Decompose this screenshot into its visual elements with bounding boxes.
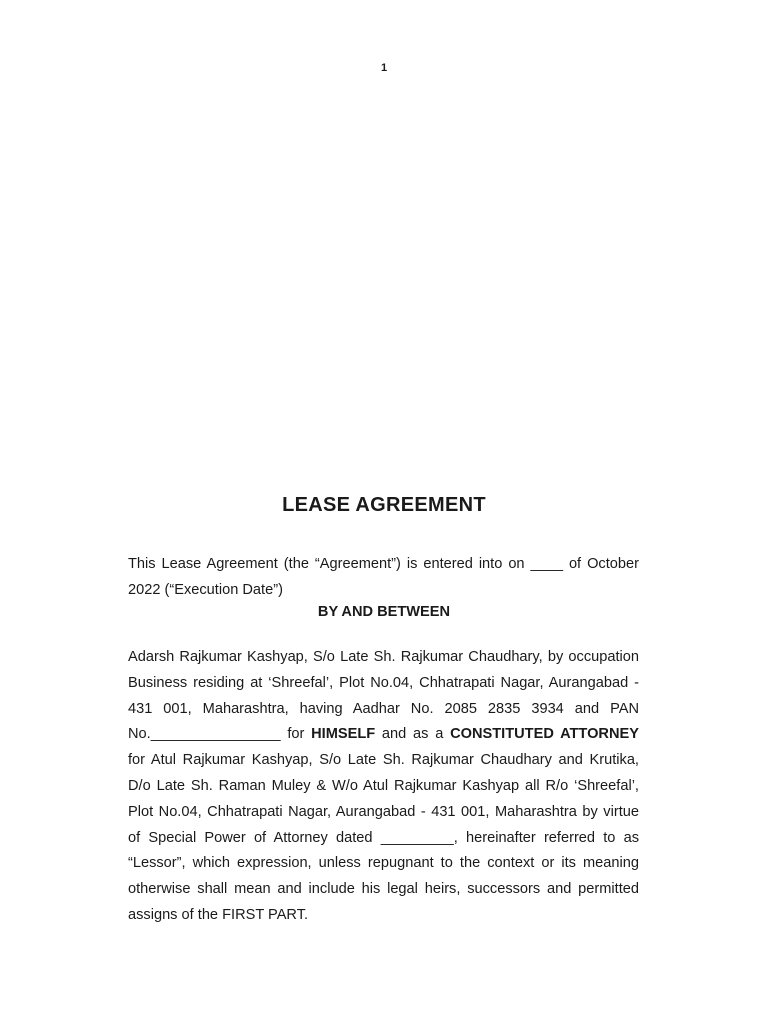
himself-label: HIMSELF [311, 726, 376, 743]
lessor-paragraph [128, 645, 639, 929]
lessor-text-part3: for Atul Rajkumar Kashyap, S/o Late Sh. Rajkumar Chaudhary and Krutika, D/o Late Sh. Raman Muley & W/o Atul Rajkumar Kashyap all R/o ‘Shreefal’, Plot No.04, Chhatrapati Nagar, Aurangabad - 431 001, Maharashtra by virtue of Special Power of Attorney dated _________, hereinafter referred to as “Lessor”, which expression, unless repugnant to the context or its meaning otherwise shall mean and include his legal heirs, successors and permitted assigns of the FIRST PART. [128, 752, 639, 923]
document-title: LEASE AGREEMENT [282, 494, 486, 516]
page-number: 1 [380, 62, 388, 74]
intro-paragraph: This Lease Agreement (the “Agreement”) is entered into on ____ of October 2022 (“Execution Date”) [128, 556, 639, 598]
section-heading-between: BY AND BETWEEN [317, 604, 451, 620]
constituted-attorney-label: CONSTITUTED ATTORNEY [450, 726, 639, 743]
lessor-text-part1: Adarsh Rajkumar Kashyap, S/o Late Sh. Rajkumar Chaudhary, by occupation Business residing at ‘Shreefal’, Plot No.04, Chhatrapati Nagar, Aurangabad - 431 001, Maharashtra, having Aadhar No. 2085 2835 3934 and PAN No.________________ for [128, 649, 639, 743]
lessor-text-part2: and as a [375, 726, 451, 743]
